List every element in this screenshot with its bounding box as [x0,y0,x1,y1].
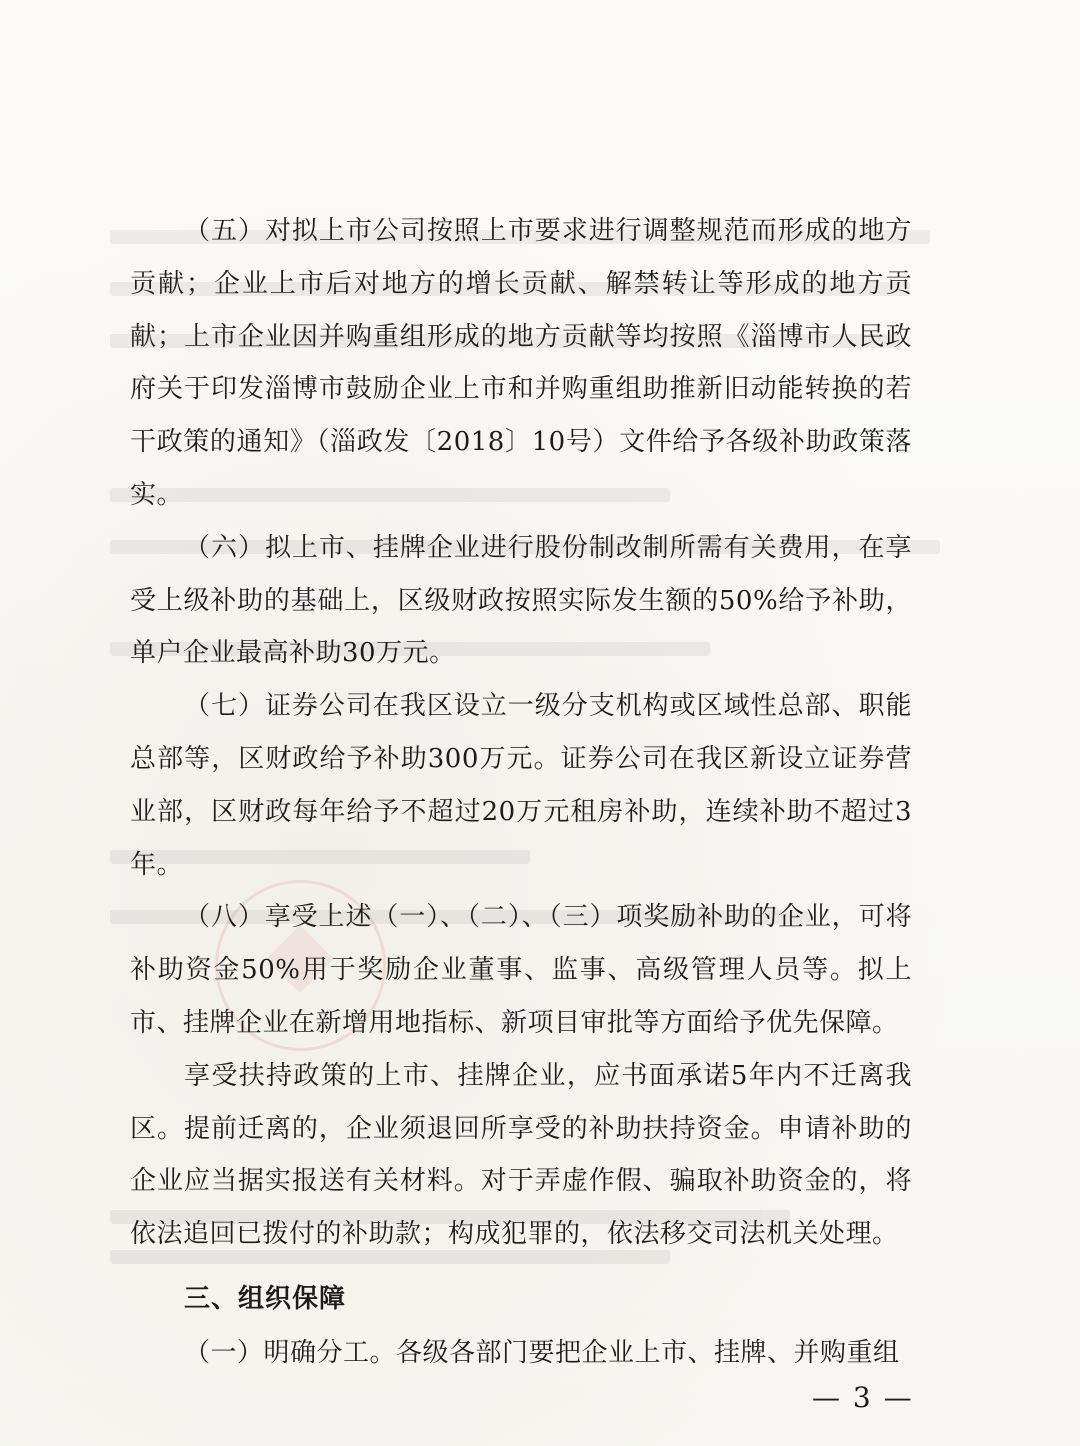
page-number: — 3 — [812,1381,914,1414]
section-heading: 三、组织保障 [184,1283,347,1314]
paragraph-7: （七）证券公司在我区设立一级分支机构或区域性总部、职能总部等，区财政给予补助300万元。证券公司在我区新设立证券营业部，区财政每年给予不超过20万元租房补助，连续补助不超过3年。 [130,691,912,880]
document-body [130,205,912,1380]
paragraph-division-of-labor: （一）明确分工。各级各部门要把企业上市、挂牌、并购重组 [184,1337,900,1368]
paragraph-commitment: 享受扶持政策的上市、挂牌企业，应书面承诺5年内不迁离我区。提前迁离的，企业须退回所享受的补助扶持资金。申请补助的企业应当据实报送有关材料。对于弄虚作假、骗取补助资金的，将依法追回已拨付的补助款；构成犯罪的，依法移交司法机关处理。 [130,1060,912,1250]
paragraph-5: （五）对拟上市公司按照上市要求进行调整规范而形成的地方贡献；企业上市后对地方的增长贡献、解禁转让等形成的地方贡献；上市企业因并购重组形成的地方贡献等均按照《淄博市人民政府关于印发淄博市鼓励企业上市和并购重组助推新旧动能转换的若干政策的通知》（淄政发〔2018〕10号）文件给予各级补助政策落实。 [130,216,912,510]
paragraph-6: （六）拟上市、挂牌企业进行股份制改制所需有关费用，在享受上级补助的基础上，区级财政按照实际发生额的50%给予补助，单户企业最高补助30万元。 [130,532,912,669]
paragraph-8: （八）享受上述（一）、（二）、（三）项奖励补助的企业，可将补助资金50%用于奖励企业董事、监事、高级管理人员等。拟上市、挂牌企业在新增用地指标、新项目审批等方面给予优先保障。 [130,902,912,1038]
